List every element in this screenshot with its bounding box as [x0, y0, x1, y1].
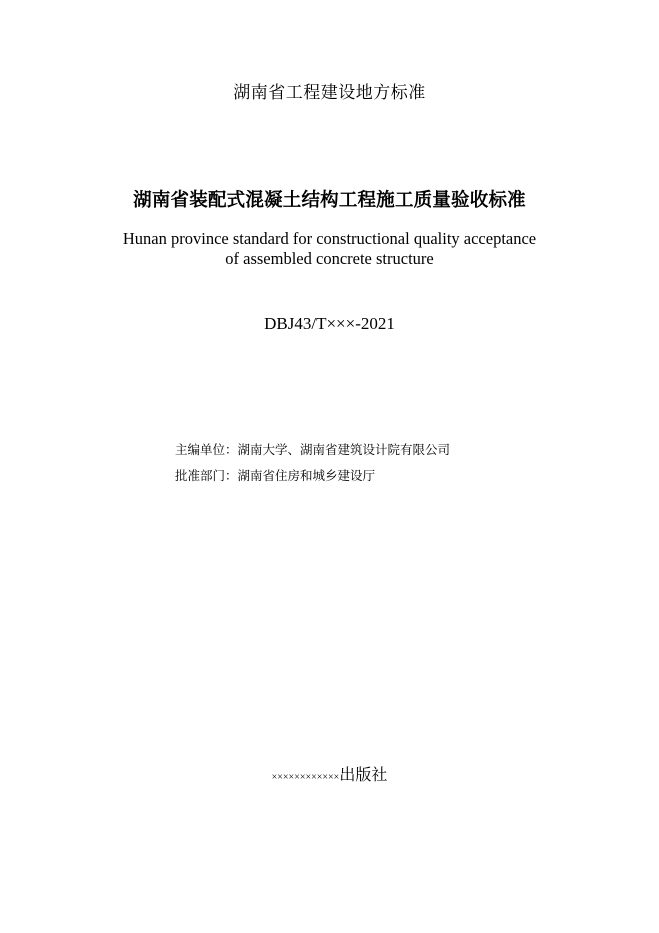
- standard-series-label: 湖南省工程建设地方标准: [233, 83, 426, 103]
- publisher: [0, 762, 659, 785]
- document-title-english: [0, 229, 659, 269]
- approving-department: 批准部门：湖南省住房和城乡建设厅: [175, 468, 376, 483]
- editor-unit: 主编单位：湖南大学、湖南省建筑设计院有限公司: [175, 442, 451, 457]
- document-title-chinese: 湖南省装配式混凝土结构工程施工质量验收标准: [133, 190, 526, 211]
- standard-code: DBJ43/T×××-2021: [264, 314, 395, 333]
- publisher-name-placeholder: ××××××××××××: [271, 772, 340, 783]
- title-english-line-1: Hunan province standard for constructional quality acceptance: [122, 229, 537, 248]
- issuing-info: [175, 437, 450, 489]
- title-english-line-2: of assembled concrete structure: [225, 249, 434, 268]
- publisher-label: 出版社: [339, 765, 388, 784]
